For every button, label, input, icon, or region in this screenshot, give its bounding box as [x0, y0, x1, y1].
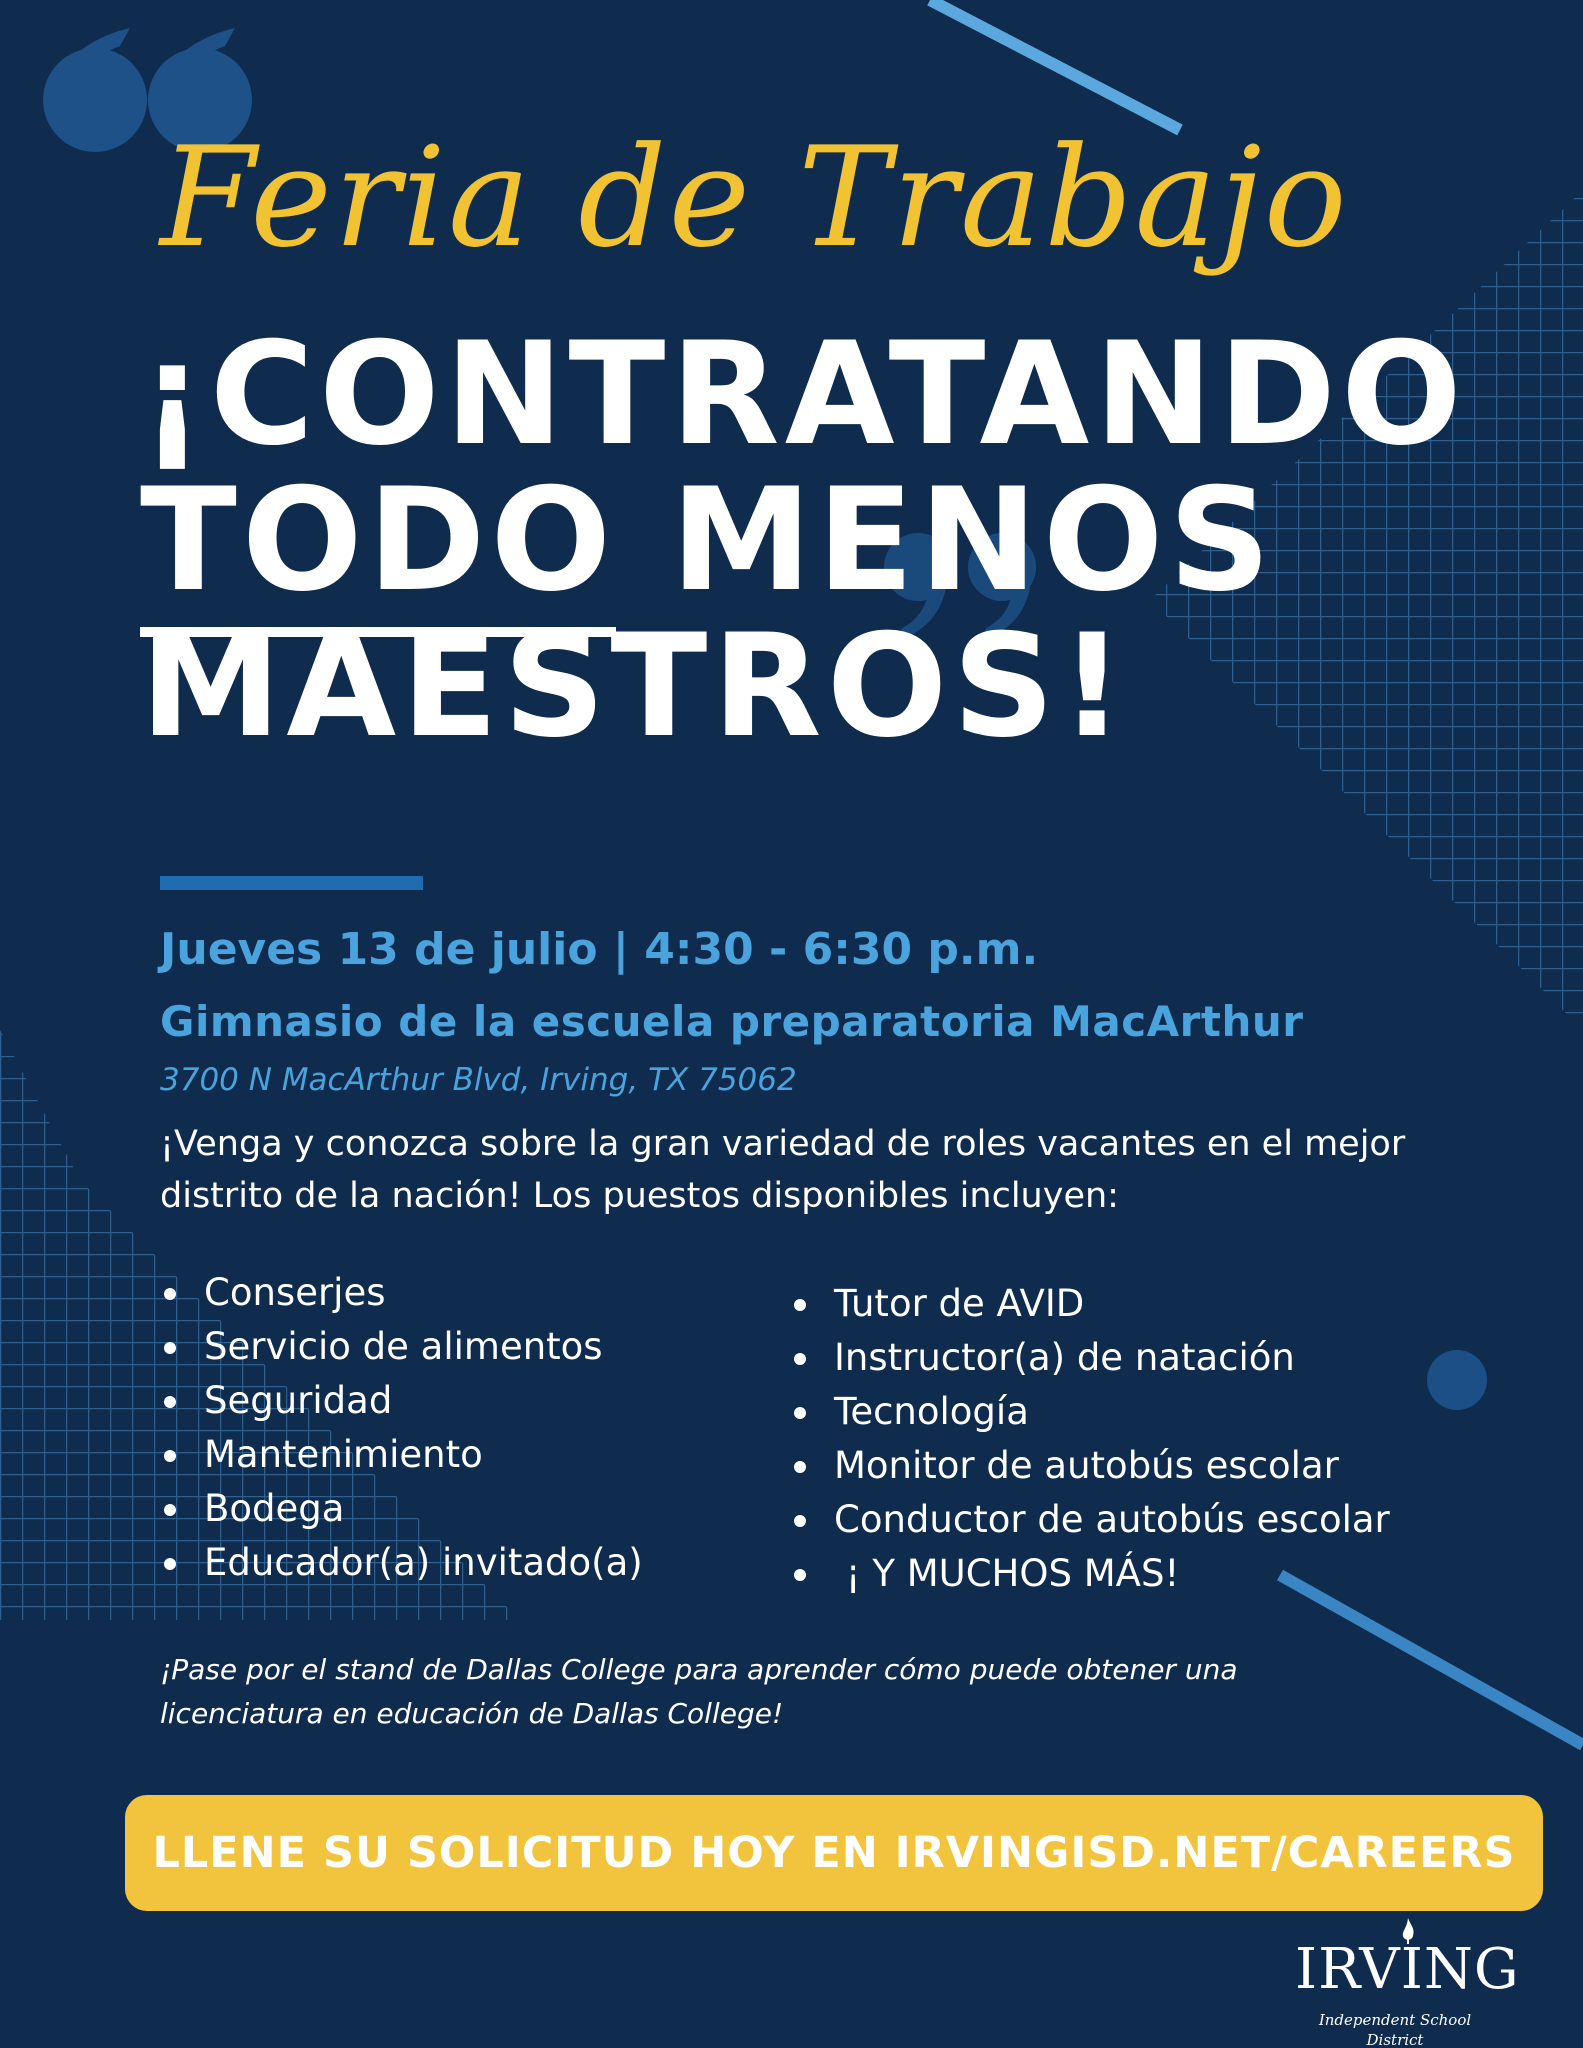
- divider: [160, 876, 423, 890]
- headline-underlined-word: TODO: [140, 458, 616, 637]
- list-item: ¡ Y MUCHOS MÁS!: [790, 1547, 1510, 1601]
- dallas-college-note: ¡Pase por el stand de Dallas College para aprender cómo puede obtener una licenciatura en educación de Dallas College!: [160, 1653, 1238, 1730]
- positions-list-left: [160, 1266, 760, 1590]
- list-item: Monitor de autobús escolar: [790, 1439, 1510, 1493]
- apply-banner[interactable]: [125, 1795, 1543, 1911]
- script-title: Feria de Trabajo: [160, 117, 1349, 278]
- event-address: 3700 N MacArthur Blvd, Irving, TX 75062: [160, 1062, 797, 1098]
- logo-wordmark: IRVING: [1295, 1937, 1520, 2002]
- list-item: Conductor de autobús escolar: [790, 1493, 1510, 1547]
- list-item: Tecnología: [790, 1385, 1510, 1439]
- list-item: Mantenimiento: [160, 1428, 760, 1482]
- positions-list-right: [790, 1277, 1510, 1601]
- list-item: Tutor de AVID: [790, 1277, 1510, 1331]
- apply-banner-text[interactable]: LLENE SU SOLICITUD HOY EN IRVINGISD.NET/CAREERS: [152, 1828, 1516, 1878]
- event-venue: Gimnasio de la escuela preparatoria MacArthur: [160, 997, 1304, 1046]
- logo-subtitle: Independent School District: [1318, 2011, 1472, 2048]
- intro-text: ¡Venga y conozca sobre la gran variedad de roles vacantes en el mejor distrito de la nación! Los puestos disponibles incluyen:: [160, 1124, 1406, 1216]
- headline-line-2: [140, 458, 1540, 623]
- list-item: Conserjes: [160, 1266, 760, 1320]
- headline-line-2-rest: MENOS: [670, 458, 1276, 623]
- headline-line-1: ¡CONTRATANDO: [140, 312, 1467, 477]
- list-item: Seguridad: [160, 1374, 760, 1428]
- list-item: Instructor(a) de natación: [790, 1331, 1510, 1385]
- list-item: Educador(a) invitado(a): [160, 1536, 760, 1590]
- irving-isd-logo: [1295, 1918, 1520, 2048]
- event-date-time: Jueves 13 de julio | 4:30 - 6:30 p.m.: [160, 924, 1039, 975]
- list-item: Servicio de alimentos: [160, 1320, 760, 1374]
- headline: [140, 312, 1540, 769]
- headline-line-3: MAESTROS!: [140, 604, 1130, 769]
- list-item: Bodega: [160, 1482, 760, 1536]
